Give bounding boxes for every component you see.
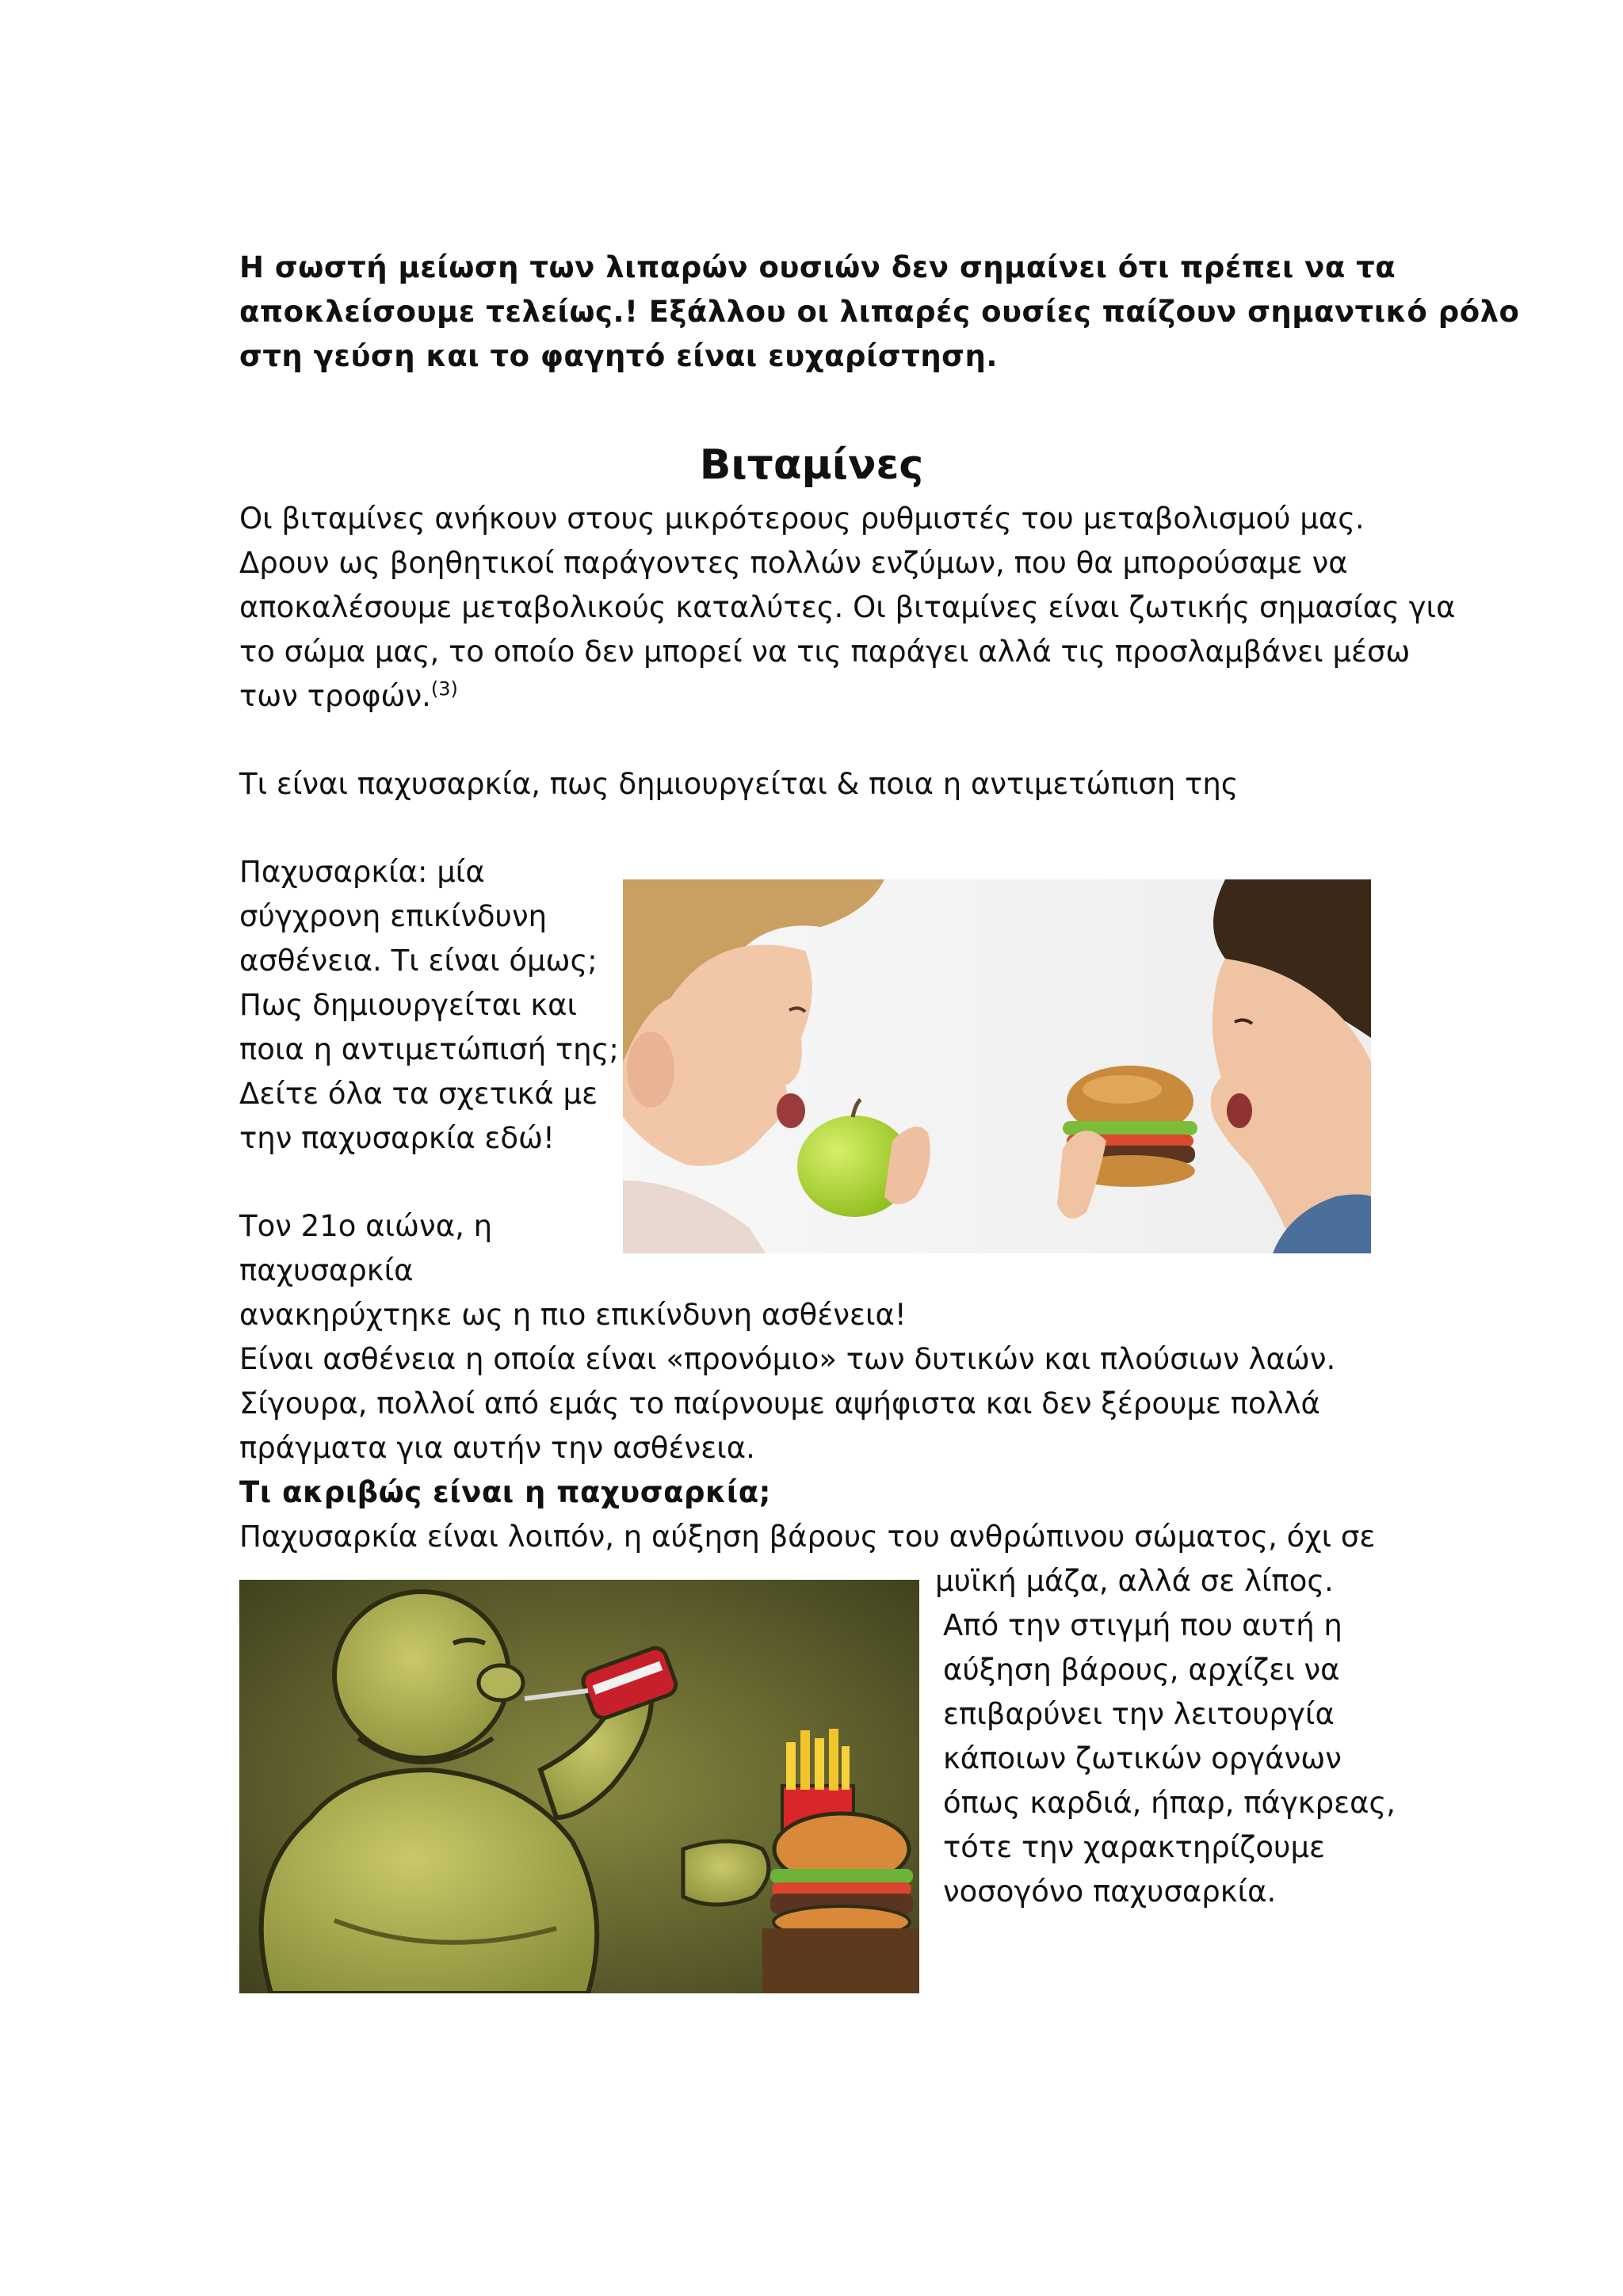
intro-line-3: στη γεύση και το φαγητό είναι ευχαρίστηση. [239, 339, 998, 373]
definition-wrap-line-1: μυϊκή μάζα, αλλά σε λίπος. [935, 1564, 1334, 1598]
vitamins-line-5 [239, 674, 458, 719]
side-text-line-1: Παχυσαρκία: μία [239, 855, 485, 889]
obesity-title: Τι είναι παχυσαρκία, πως δημιουργείται & ποια η αντιμετώπιση της [239, 767, 1239, 801]
reference-number: (3) [430, 677, 458, 700]
body-line-3: Σίγουρα, πολλοί από εμάς το παίρνουμε αψήφιστα και δεν ξέρουμε πολλά [239, 1386, 1320, 1421]
side-text-line-5: ποια η αντιμετώπισή της; [239, 1032, 619, 1066]
vitamins-line-1: Οι βιταμίνες ανήκουν στους μικρότερους ρυθμιστές του μεταβολισμού μας. [239, 502, 1365, 536]
intro-line-1: Η σωστή μείωση των λιπαρών ουσιών δεν σημαίνει ότι πρέπει να τα [239, 250, 1396, 284]
side-text-line-6: Δείτε όλα τα σχετικά με [239, 1077, 598, 1111]
definition-wrap-line-8: νοσογόνο παχυσαρκία. [943, 1875, 1277, 1909]
vitamins-heading: Βιταμίνες [699, 441, 924, 489]
definition-line-1: Παχυσαρκία είναι λοιπόν, η αύξηση βάρους του ανθρώπινου σώματος, όχι σε [239, 1520, 1376, 1554]
definition-wrap-line-2: Από την στιγμή που αυτή η [943, 1608, 1342, 1642]
side-text-line-2: σύγχρονη επικίνδυνη [239, 899, 548, 933]
vitamins-last-line: των τροφών. [239, 679, 431, 713]
century-line-2: παχυσαρκία [239, 1253, 414, 1287]
question-heading: Τι ακριβώς είναι η παχυσαρκία; [239, 1475, 771, 1509]
century-line-1: Τον 21ο αιώνα, η [239, 1209, 493, 1243]
side-text-line-3: ασθένεια. Τι είναι όμως; [239, 944, 598, 978]
vitamins-line-3: αποκαλέσουμε μεταβολικούς καταλύτες. Οι βιταμίνες είναι ζωτικής σημασίας για [239, 590, 1456, 624]
body-line-4: πράγματα για αυτήν την ασθένεια. [239, 1431, 755, 1465]
body-line-1: ανακηρύχτηκε ως η πιο επικίνδυνη ασθένεια! [239, 1298, 907, 1332]
children-apple-burger-photo [623, 879, 1371, 1253]
definition-wrap-line-7: τότε την χαρακτηρίζουμε [943, 1830, 1325, 1864]
obesity-cartoon-image [239, 1580, 919, 1993]
side-text-line-4: Πως δημιουργείται και [239, 988, 578, 1022]
definition-wrap-line-3: αύξηση βάρους, αρχίζει να [943, 1653, 1340, 1687]
definition-wrap-line-6: όπως καρδιά, ήπαρ, πάγκρεας, [943, 1786, 1396, 1820]
vitamins-line-4: το σώμα μας, το οποίο δεν μπορεί να τις παράγει αλλά τις προσλαμβάνει μέσω [239, 635, 1411, 669]
intro-line-2: αποκλείσουμε τελείως.! Εξάλλου οι λιπαρές ουσίες παίζουν σημαντικό ρόλο [239, 295, 1520, 329]
definition-wrap-line-4: επιβαρύνει την λειτουργία [943, 1697, 1335, 1731]
body-line-2: Είναι ασθένεια η οποία είναι «προνόμιο» των δυτικών και πλούσιων λαών. [239, 1342, 1336, 1376]
vitamins-line-2: Δρουν ως βοηθητικοί παράγοντες πολλών ενζύμων, που θα μπορούσαμε να [239, 546, 1348, 580]
definition-wrap-line-5: κάποιων ζωτικών οργάνων [943, 1741, 1342, 1775]
side-text-line-7: την παχυσαρκία εδώ! [239, 1121, 555, 1155]
